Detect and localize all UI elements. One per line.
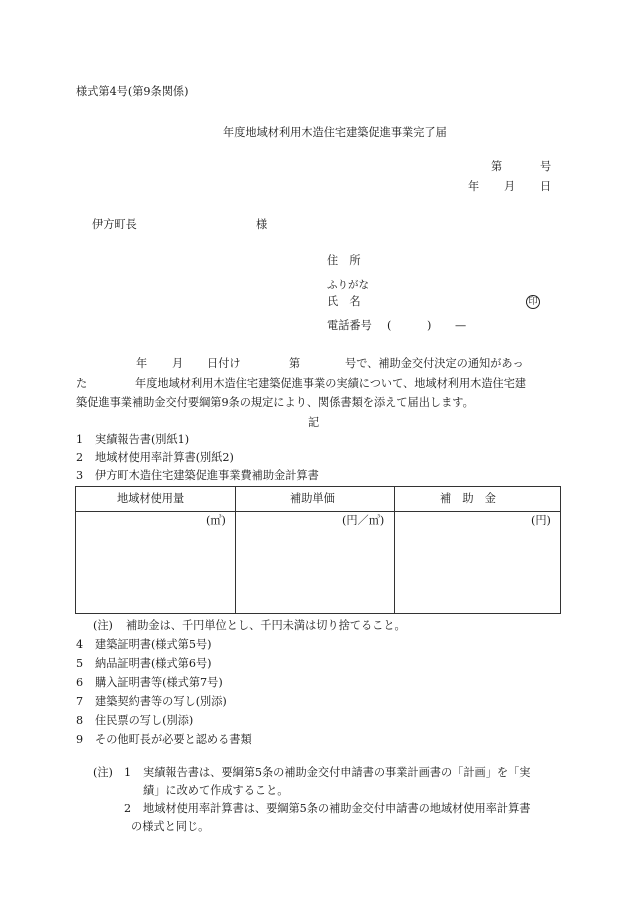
header-wood-volume: 地域材使用量 bbox=[117, 492, 185, 505]
doc-number-dai: 第 bbox=[491, 160, 503, 173]
body-line-1 bbox=[0, 358, 630, 372]
body-dated: 日付け bbox=[207, 357, 241, 370]
phone-open-paren: ( bbox=[387, 319, 392, 332]
list-item bbox=[0, 434, 630, 448]
item-number: 6 bbox=[76, 676, 84, 689]
addressee-sama: 様 bbox=[256, 218, 268, 231]
unit-wood-volume: (㎥) bbox=[206, 514, 226, 527]
body-line-3-text: 築促進事業補助金交付要綱第9条の規定により、関係書類を添えて届出します。 bbox=[76, 396, 474, 409]
note-1-text: 実績報告書は、要綱第5条の補助金交付申請書の事業計画書の「計画」を「実 bbox=[143, 766, 531, 779]
item-number: 7 bbox=[76, 695, 84, 708]
header-subsidy: 補 助 金 bbox=[440, 492, 496, 505]
list-item bbox=[0, 696, 630, 710]
ki-heading: 記 bbox=[308, 416, 320, 429]
date-day: 日 bbox=[540, 180, 552, 193]
body-year: 年 bbox=[136, 357, 148, 370]
item-text: その他町長が必要と認める書類 bbox=[95, 733, 252, 746]
body-month: 月 bbox=[172, 357, 184, 370]
note-2-text-cont: の様式と同じ。 bbox=[131, 820, 210, 833]
header-unit-price: 補助単価 bbox=[290, 492, 335, 505]
body-dai: 第 bbox=[289, 357, 301, 370]
phone-dash: — bbox=[455, 319, 467, 332]
body-line-2 bbox=[0, 378, 630, 392]
item-text: 納品証明書(様式第6号) bbox=[95, 657, 212, 670]
body-line-1-tail: 号で、補助金交付決定の通知があっ bbox=[345, 357, 524, 370]
item-text: 住民票の写し(別添) bbox=[95, 714, 194, 727]
list-item bbox=[0, 470, 630, 484]
item-number: 3 bbox=[76, 469, 84, 482]
table-note-text: 補助金は、千円単位とし、千円未満は切り捨てること。 bbox=[126, 619, 406, 632]
item-text: 伊方町木造住宅建築促進事業費補助金計算書 bbox=[95, 469, 319, 482]
table-note-label: (注) bbox=[93, 619, 113, 632]
table-divider bbox=[235, 487, 236, 613]
list-item bbox=[0, 658, 630, 672]
note-1-number: 1 bbox=[124, 766, 132, 779]
list-item bbox=[0, 734, 630, 748]
list-item bbox=[0, 639, 630, 653]
furigana-label: ふりがな bbox=[327, 279, 369, 291]
unit-subsidy: (円) bbox=[531, 514, 551, 527]
item-number: 5 bbox=[76, 657, 84, 670]
item-number: 9 bbox=[76, 733, 84, 746]
item-text: 地域材使用率計算書(別紙2) bbox=[95, 451, 234, 464]
body-line-2-text: 年度地域材利用木造住宅建築促進事業の実績について、地域材利用木造住宅建 bbox=[135, 377, 527, 390]
table-divider bbox=[394, 487, 395, 613]
item-text: 建築証明書(様式第5号) bbox=[95, 638, 212, 651]
addressee-name: 伊方町長 bbox=[92, 218, 137, 231]
note-1-line-2 bbox=[0, 785, 630, 799]
name-label: 氏 名 bbox=[327, 295, 361, 308]
item-number: 4 bbox=[76, 638, 84, 651]
address-label: 住 所 bbox=[327, 254, 361, 267]
date-month: 月 bbox=[504, 180, 516, 193]
note-2-line-2 bbox=[0, 821, 630, 835]
note-2-number: 2 bbox=[124, 802, 132, 815]
date-year: 年 bbox=[468, 180, 480, 193]
subsidy-calculation-table bbox=[75, 486, 561, 614]
list-item bbox=[0, 452, 630, 466]
list-item bbox=[0, 677, 630, 691]
item-text: 建築契約書等の写し(別添) bbox=[95, 695, 227, 708]
item-text: 実績報告書(別紙1) bbox=[95, 433, 190, 446]
table-note bbox=[0, 620, 630, 634]
body-ta: た bbox=[76, 377, 88, 390]
note-1-line-1 bbox=[0, 767, 630, 781]
unit-unit-price: (円／㎥) bbox=[342, 514, 385, 527]
doc-number-go: 号 bbox=[540, 160, 552, 173]
note-2-line-1 bbox=[0, 803, 630, 817]
form-number: 様式第4号(第9条関係) bbox=[76, 85, 189, 98]
phone-label: 電話番号 bbox=[327, 319, 372, 332]
note-2-text: 地域材使用率計算書は、要綱第5条の補助金交付申請書の地域材使用率計算書 bbox=[143, 802, 531, 815]
item-number: 8 bbox=[76, 714, 84, 727]
notes-label: (注) bbox=[93, 766, 113, 779]
item-text: 購入証明書等(様式第7号) bbox=[95, 676, 223, 689]
item-number: 2 bbox=[76, 451, 84, 464]
item-number: 1 bbox=[76, 433, 84, 446]
list-item bbox=[0, 715, 630, 729]
document-title: 年度地域材利用木造住宅建築促進事業完了届 bbox=[223, 126, 447, 139]
note-1-text-cont: 績」に改めて作成すること。 bbox=[143, 784, 289, 797]
body-line-3 bbox=[0, 397, 630, 411]
seal-mark: 印 bbox=[526, 295, 540, 309]
phone-close-paren: ) bbox=[427, 319, 432, 332]
table-header-divider bbox=[76, 511, 560, 512]
